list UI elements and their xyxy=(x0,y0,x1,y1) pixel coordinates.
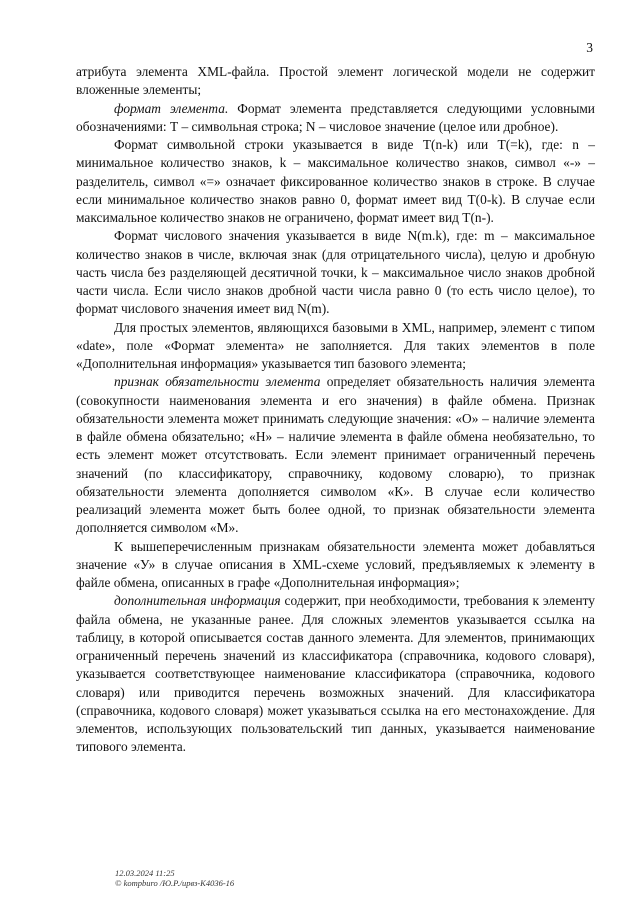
paragraph-8 xyxy=(76,592,595,756)
footer-author: © kompburo /Ю.Р./ирвз-К4036-16 xyxy=(115,878,235,888)
paragraph-7 xyxy=(76,538,595,593)
paragraph-text: Для простых элементов, являющихся базовыми в XML, например, элемент с типом «date», поле «Формат элемента» не заполняется. Для таких элементов в поле «Дополнительная информация» указывается тип базового элемента; xyxy=(76,319,595,371)
paragraph-2 xyxy=(76,100,595,137)
paragraph-6 xyxy=(76,373,595,537)
paragraph-4 xyxy=(76,227,595,318)
paragraph-text: атрибута элемента XML-файла. Простой элемент логической модели не содержит вложенные элементы; xyxy=(76,64,595,98)
page-number: 3 xyxy=(586,40,593,55)
paragraph-5 xyxy=(76,319,595,374)
paragraph-1 xyxy=(76,63,595,100)
paragraph-3 xyxy=(76,136,595,227)
term-required: признак обязательности элемента xyxy=(114,374,321,390)
paragraph-text: Формат числового значения указывается в виде N(m.k), где: m – максимальное количество знаков в числе, включая знак (для отрицательного числа), целую и дробную часть числа без разделяющей десятичной точки, k – максимальное число знаков дробной части числа. Если число знаков дробной части числа равно 0 (то есть число целое), то формат числового значения имеет вид N(m). xyxy=(76,228,595,317)
term-additional-info: дополнительная информация xyxy=(114,593,281,609)
paragraph-text: содержит, при необходимости, требования к элементу файла обмена, не указанные ранее. Для сложных элементов указывается ссылка на таблицу, в которой описывается состав данного элемента. Для элементов, принимающих ограниченный перечень значений из классификатора (справочника, кодового словаря), указывается соответствующее наименование классификатора (справочника, кодового словаря) или приводится перечень возможных значений. Для классификатора (справочника, кодового словаря) может указываться ссылка на его местонахождение. Для элементов, использующих пользовательский тип данных, указывается наименование типового элемента. xyxy=(76,593,596,755)
paragraph-text: определяет обязательность наличия элемента (совокупности наименования элемента и его значения) в файле обмена. Признак обязательности элемента может принимать следующие значения: «О» – наличие элемента в файле обмена обязательно; «Н» – наличие элемента в файле обмена необязательно, то есть элемент может отсутствовать. Если элемент принимает ограниченный перечень значений (по классификатору, справочнику, кодовому словарю), то признак обязательности элемента дополняется символом «К». В случае если количество реализаций элемента может быть более одной, то признак обязательности элемента дополняется символом «М». xyxy=(76,374,595,536)
footer-timestamp: 12.03.2024 11:25 xyxy=(115,868,175,878)
paragraph-text: К вышеперечисленным признакам обязательности элемента может добавляться значение «У» в случае описания в XML-схеме условий, предъявляемых к элементу в файле обмена, описанных в графе «Дополнительная информация»; xyxy=(76,538,595,590)
paragraph-text: Формат символьной строки указывается в виде Т(n-k) или Т(=k), где: n – минимальное количество знаков, k – максимальное количество знаков, символ «-» – разделитель, символ «=» означает фиксированное количество знаков в строке. В случае если минимальное количество знаков равно 0, формат имеет вид Т(0-k). В случае если максимальное количество знаков не ограничено, формат имеет вид Т(n-). xyxy=(76,137,595,225)
term-format: формат элемента. xyxy=(114,100,229,116)
footer-stamp xyxy=(115,868,234,888)
paragraph-text: Формат элемента представляется следующими условными обозначениями: Т – символьная строка; N – числовое значение (целое или дробное). xyxy=(76,100,595,134)
document-body xyxy=(76,63,595,757)
